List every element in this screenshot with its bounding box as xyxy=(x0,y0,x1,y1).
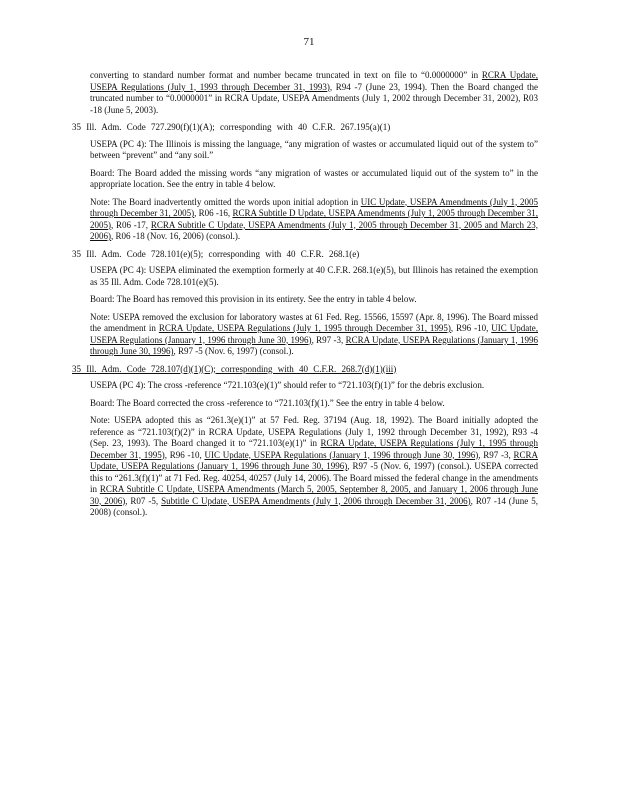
entry-paragraph xyxy=(72,197,538,243)
para-seg: UIC Update, USEPA Amendments (July 1, 2005 through December 31, 2005) xyxy=(90,196,538,218)
para-seg: Note: The Board inadvertently omitted the words upon initial adoption in xyxy=(90,196,361,207)
page-number: 71 xyxy=(303,36,315,48)
para-seg: , R96 -10, xyxy=(164,449,205,460)
para-seg: RCRA Update, USEPA Regulations (July 1, 1995 through December 31, 1995) xyxy=(90,438,539,460)
intro-seg: RCRA Update, USEPA Regulations (July 1, 1993 through December 31, 1993) xyxy=(90,70,538,92)
para-seg: Board: The Board corrected the cross -reference to “721.103(f)(1).” See the entry in table 4 below. xyxy=(90,397,445,408)
para-seg: USEPA (PC 4): The cross -reference “721.103(e)(1)” should refer to “721.103(f)(1)” for the debris exclusion. xyxy=(90,380,485,390)
para-seg: Board: The Board added the missing words “any migration of wastes or accumulated liquid out of the system to” in the appropriate location. See the entry in table 4 below. xyxy=(90,167,538,189)
para-seg: RCRA Subtitle C Update, USEPA Amendments (March 5, 2005, September 8, 2005, and January 1, 2006 through June 30, 2006) xyxy=(90,484,538,506)
para-seg: , R07 -14 (June 5, 2008) (consol.). xyxy=(90,495,538,517)
intro-paragraph xyxy=(72,70,538,116)
intro-seg: converting to standard number format and number became truncated in text on file to “0.0000000” in xyxy=(90,70,482,80)
para-seg: RCRA Subtitle C Update, USEPA Amendments (July 1, 2005 through December 31, 2005 and March 23, 2006) xyxy=(90,219,538,241)
para-seg: , R06 -18 (Nov. 16, 2006) (consol.). xyxy=(111,231,241,241)
para-seg: RCRA Subtitle D Update, USEPA Amendments (July 1, 2005 through December 31, 2005) xyxy=(90,208,538,230)
entry-paragraph xyxy=(72,312,538,358)
para-seg: UIC Update, USEPA Regulations (January 1, 1996 through June 30, 1996) xyxy=(204,449,479,460)
para-seg: , R97 -3, xyxy=(478,449,514,460)
para-seg: , R06 -17, xyxy=(111,219,151,230)
entry-paragraph xyxy=(72,294,538,306)
para-seg: RCRA Update, USEPA Regulations (January 1, 1996 through June 30, 1996) xyxy=(90,449,539,471)
para-seg: UIC Update, USEPA Regulations (January 1, 1996 through June 30, 1996) xyxy=(90,323,538,345)
para-seg: , R07 -5, xyxy=(125,495,162,506)
intro-seg: , R94 -7 (June 23, 1994). Then the Board changed the truncated number to “0.0000001” in RCRA Update, USEPA Amendments (July 1, 2002 through December 31, 2002), R03 -18 (June 5, 2003). xyxy=(90,81,538,115)
para-seg: , R97 -5 (Nov. 6, 1997) (consol.). USEPA corrected this to “261.3(f)(1)” at 71 Fed. Reg. 40254, 40257 (July 14, 2006). The Board missed the federal change in the amendments in xyxy=(90,461,539,494)
entry-citation: 35 Ill. Adm. Code 728.107(d)(1)(C); corresponding with 40 C.F.R. 268.7(d)(1)(iii) xyxy=(72,363,397,374)
entry-paragraph xyxy=(72,415,538,519)
para-seg: , R06 -16, xyxy=(194,208,233,218)
para-seg: Subtitle C Update, USEPA Amendments (July 1, 2006 through December 31, 2006) xyxy=(161,495,471,506)
para-seg: RCRA Update, USEPA Regulations (July 1, 1995 through December 31, 1995) xyxy=(158,323,451,333)
para-seg: Note: USEPA adopted this as “261.3(e)(1)” at 57 Fed. Reg. 37194 (Aug. 18, 1992). The Board initially adopted the reference as “721.103(f)(2)” in RCRA Update, USEPA Regulations (July 1, 1992 through December 31, 1992), R93 -4 (Sep. 23, 1993). The Board changed it to “721.103(e)(1)” in xyxy=(90,415,538,448)
para-seg: , R97 -5 (Nov. 6, 1997) (consol.). xyxy=(173,346,294,356)
para-seg: Note: USEPA removed the exclusion for laboratory wastes at 61 Fed. Reg. 15566, 15597 (Apr. 8, 1996). The Board missed the amendment in xyxy=(90,311,538,333)
page-content xyxy=(72,70,538,525)
entry-paragraph xyxy=(72,265,538,288)
entry-paragraph xyxy=(72,398,538,410)
para-seg: , R97 -3, xyxy=(311,334,346,345)
entry-paragraph xyxy=(72,139,538,162)
para-seg: , R96 -10, xyxy=(450,323,492,333)
para-seg: USEPA (PC 4): USEPA eliminated the exemption formerly at 40 C.F.R. 268.1(e)(5), but Illinois has retained the exemption as 35 Ill. Adm. Code 728.101(e)(5). xyxy=(90,265,538,287)
entry-citation: 35 Ill. Adm. Code 727.290(f)(1)(A); corresponding with 40 C.F.R. 267.195(a)(1) xyxy=(72,122,391,132)
para-seg: Board: The Board has removed this provision in its entirety. See the entry in table 4 below. xyxy=(90,294,417,304)
entry-paragraph xyxy=(72,380,538,392)
para-seg: RCRA Update, USEPA Regulations (January 1, 1996 through June 30, 1996) xyxy=(90,334,538,356)
entry-paragraph xyxy=(72,168,538,191)
para-seg: USEPA (PC 4): The Illinois is missing the language, “any migration of wastes or accumulated liquid out of the system to” between “prevent” and “any soil.” xyxy=(90,138,538,160)
entry-citation: 35 Ill. Adm. Code 728.101(e)(5); corresponding with 40 C.F.R. 268.1(e) xyxy=(72,248,360,259)
